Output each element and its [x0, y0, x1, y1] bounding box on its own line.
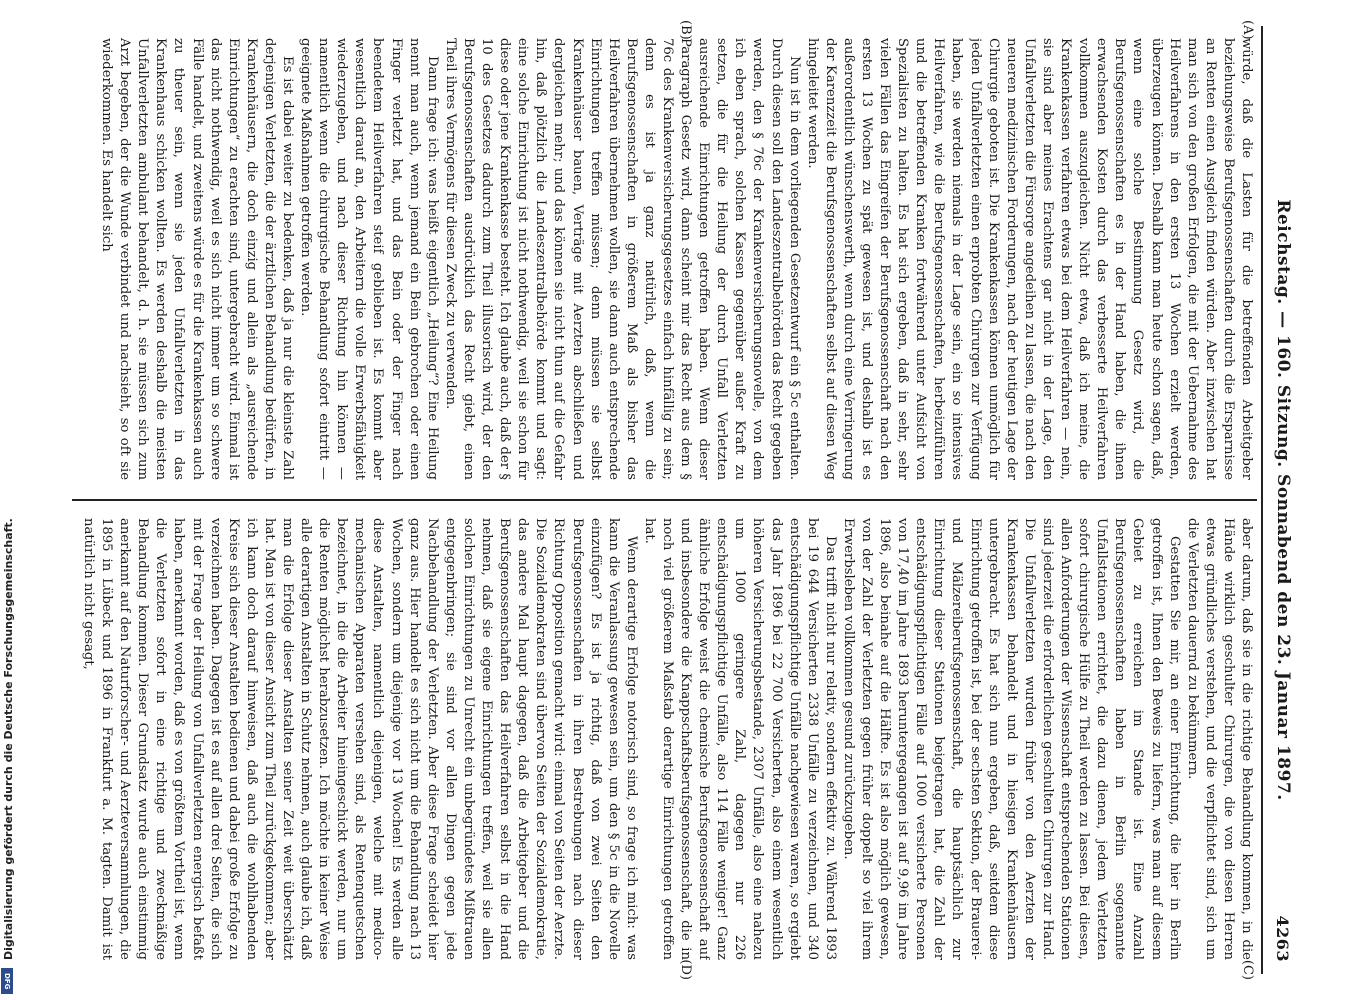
- margin-marker-c: (C): [1240, 959, 1255, 980]
- header-rule: [1261, 26, 1263, 974]
- paragraph: Das trifft nicht nur relativ, sondern effektiv zu. Während 1893 bei 19 644 Versicherten 2338 Unfälle zu verzeichnen, und 340 entschädigungspflichtige Unfälle nachgewiesen waren, so ergiebt das Jahr 1896 bei 22 700 Versicherten, also einem wesentlich höheren Versicherungsbestande, 2307 Unfälle, also eine nahezu um 1000 geringere Zahl, dagegen nur 226 entschädigungspflichtige Unfälle, also 114 Fälle weniger! Ganz ähnliche Erfolge weist die chemische Berufsgenossenschaft auf und insbesondere die Knappschaftsberufsgenossenschaft, die in noch viel größerem Maßstab derartige Einrichtungen getroffen hat.: [641, 518, 838, 960]
- paragraph: Gestatten Sie mir, an einer Einrichtung, die hier in Berlin getroffen ist, Ihnen den Beweis zu liefern, was man auf diesem Gebiet zu erreichen im Stande ist. Eine Anzahl Berufsgenossenschaften haben in Berlin sogenannte Unfallstationen errichtet, die dazu dienen, jedem Verletzten sofort chirurgische Hülfe zu Theil werden zu lassen. Bei diesen, allen Anforderungen der Wissenschaft entsprechenden Stationen sind jederzeit die erforderlichen geschulten Chirurgen zur Hand. Die Unfallverletzten wurden früher von den Aerzten der Krankenkassen behandelt und in hiesigen Krankenhäusern untergebracht. Es hat sich nun ergeben, daß, seitdem diese Einrichtung getroffen ist, bei der sechsten Sektion, der Brauerei- und Mälzereiberufsgenossenschaft, die hauptsächlich zur Einrichtung dieser Stationen beigetragen hat, die Zahl der entschädigungspflichtigen Fälle auf 1000 versicherte Personen von 17,40 im Jahre 1893 heruntergegangen ist auf 9,96 im Jahre 1896, also beinahe auf die Hälfte. Es ist also möglich gewesen, von der Zahl der Verletzten gegen früher doppelt so viel ihrem Erwerbsleben vollkommen gesund zurückzugeben.: [840, 518, 1182, 960]
- margin-marker-a: (A): [1240, 20, 1255, 40]
- right-column: [75, 518, 1255, 960]
- margin-marker-b: (B): [678, 20, 693, 40]
- page-header: [1265, 20, 1301, 980]
- column-divider: [72, 499, 1257, 501]
- paragraph: Dann frage ich: was heißt eigentlich „Heilung“? Eine Heilung nennt man auch, wenn jemand ein Bein gebrochen oder einen Finger verletzt hat, und das Bein oder der Finger nach beendetem Heilverfahren steif geblieben ist. Es kommt aber wesentlich darauf an, den Arbeitern die volle Erwerbsfähigkeit wiederzugeben, und nach dieser Richtung hin können — namentlich wenn die chirurgische Behandlung sofort eintritt — geeignete Maßnahmen getroffen werden.: [298, 38, 440, 480]
- left-column: [75, 38, 1255, 480]
- page-number: 4263: [1273, 915, 1293, 962]
- paragraph: Nun ist in dem vorliegenden Gesetzentwurf ein § 5c enthalten. Durch diesen soll den Landeszentralbehörden das Recht gegeben werden, den § 76c der Krankenversicherungsnovelle, von dem ich eben sprach, solchen Kassen gegenüber außer Kraft zu setzen, die für die Heilung der durch Unfall Verletzten ausreichende Einrichtungen getroffen haben. Wenn dieser Paragraph Gesetz wird, dann scheint mir das Recht aus dem § 76c des Krankenversicherungsgesetzes einfach hinfällig zu sein; denn es ist ja ganz natürlich, daß, wenn die Berufsgenossenschaften in größerem Maß als bisher das Heilverfahren übernehmen wollen, sie dann auch entsprechende Einrichtungen treffen müssen; denn müssen sie selbst Krankenhäuser bauen, Verträge mit Aerzten abschließen und dergleichen mehr; und das können sie nicht thun auf die Gefahr hin, daß plötzlich die Landeszentralbehörde kommt und sagt: eine solche Einrichtung ist nicht nothwendig, weil sie schon für diese oder jene Krankenkasse besteht. Ich glaube auch, daß der § 10 des Gesetzes dadurch zum Theil illusorisch wird, der den Berufsgenossenschaften ausdrücklich das Recht giebt, einen Theil ihres Vermögens für diesen Zweck zu verwenden.: [442, 38, 802, 480]
- paragraph: würde, daß die Lasten für die betreffenden Arbeitgeber beziehungsweise Berufsgenossenschaften durch die Ersparnisse an Renten einen Ausgleich finden würden. Aber inzwischen hat man sich von den großen Erfolgen, die mit der Uebernahme des Heilverfahrens in den ersten 13 Wochen erzielt werden, überzeugen können. Deshalb kann man heute schon sagen, daß, wenn eine solche Bestimmung Gesetz wird, die Berufsgenossenschaften es in der Hand haben, die ihnen erwachsenden Kosten durch das verbesserte Heilverfahren vollkommen auszugleichen. Nicht etwa, daß ich meine, die Krankenkassen verfahren etwas bei dem Heilverfahren — nein, sie sind aber meines Erachtens gar nicht in der Lage, den Unfallverletzten die Fürsorge angedeihen zu lassen, die nach den neueren medizinischen Forderungen, nach der heutigen Lage der Chirurgie geboten ist. Die Krankenkassen können unmöglich für jeden Unfallverletzten einen erprobten Chirurgen zur Verfügung haben, sie werden niemals in der Lage sein, ein so intensives Heilverfahren, wie die Berufsgenossenschaften, herbeizuführen und die betreffenden Kranken fortwährend unter Aufsicht von Spezialisten zu halten. Es hat sich ergeben, daß in sehr, sehr vielen Fällen das Eingreifen der Berufsgenossenschaft nach den ersten 13 Wochen zu spät gewesen ist, und deshalb ist es außerordentlich wünschenswerth, wenn durch eine Verringerung der Karenzzeit die Berufsgenossenschaften selbst auf diesen Weg hingeleitet werden.: [804, 38, 1254, 480]
- margin-marker-d: (D): [678, 959, 693, 980]
- newspaper-page: [51, 20, 1301, 980]
- paragraph: Es ist dabei weiter zu bedenken, daß ja nur die kleinste Zahl derjenigen Verletzten, die der ärztlichen Behandlung bedürfen, in Krankenhäusern, die doch einzig und allein als „ausreichende Einrichtungen“ zu erachten sind, untergebracht wird. Einmal ist das nicht nothwendig, weil es sich nicht immer um so schwere Fälle handelt, und zweitens würde es für die Krankenkassen auch zu theuer sein, wenn sie jeden Unfallverletzten in das Krankenhaus schicken wollten. Es werden deshalb die meisten Unfallverletzten ambulant behandelt, d. h. sie müssen sich zum Arzt begeben, der die Wunde verbindet und nachsieht, so oft sie wiederkommen. Es handelt sich: [99, 38, 296, 480]
- dfg-logo: DFG: [1, 968, 13, 994]
- paragraph: Wenn derartige Erfolge notorisch sind, so frage ich mich: was kann die Veranlassung gewesen sein, um den § 5c in die Novelle einzufügen? Es ist ja richtig, daß von zwei Seiten den Berufsgenossenschaften in ihren Bestrebungen nach dieser Richtung Opposition gemacht wird: einmal von Seiten der Aerzte. Die Sozialdemokraten sind übervon Seiten der Sozialdemokratie, das andere Mal haupt dagegen, daß die Arbeitgeber und die Berufsgenossenschaften das Heilverfahren selbst in die Hand nehmen, daß sie eigene Einrichtungen treffen, weil sie allen solchen Einrichtungen zu Unrecht ein unbegründetes Mißtrauen entgegenbringen; sie sind vor allen Dingen gegen jede Nachbehandlung der Verletzten. Aber diese Frage scheidet hier ganz aus. Hier handelt es sich nicht um die Behandlung nach 13 Wochen, sondern um diejenige vor 13 Wochen! Es werden alle diese Anstalten, namentlich diejenigen, welche mit medico-mechanischen Apparaten versehen sind, als Rentenquetschen bezeichnet, in die die Arbeiter hineingeschickt werden, nur um die Renten möglichst herabzusetzen. Ich möchte in keiner Weise alle derartigen Anstalten in Schutz nehmen, auch glaube ich, daß man die Erfolge dieser Anstalten seiner Zeit weit überschätzt hat. Man ist von dieser Ansicht zum Theil zurückgekommen; aber ich kann doch darauf hinweisen, daß auch die wohlhabenden Kreise sich dieser Anstalten bedienen und dabei große Erfolge zu verzeichnen haben. Dagegen ist es auf allen drei Seiten, die sich mit der Frage der Heilung von Unfallverletzten energisch befaßt haben, anerkannt worden, daß es von größtem Vortheil ist, wenn die Verletzten sofort in eine richtige und zweckmäßige Behandlung kommen. Dieser Grundsatz wurde auch einstimmig anerkannt auf den Naturforscher- und Aerzteversammlungen, die 1895 in Lübeck und 1896 in Frankfurt a. M. tagten. Damit ist natürlich nicht gesagt,: [81, 518, 639, 960]
- header-title: Reichstag. — 160. Sitzung. Sonnabend den 23. Januar 1897.: [1273, 199, 1293, 801]
- digitization-credit: Digitalisierung gefördert durch die Deutsche Forschungsgemeinschaft.: [2, 518, 15, 960]
- paragraph: aber darum, daß sie in die richtige Behandlung kommen, in die Hände wirklich geschulter Chirurgen, die von diesen Herren etwas gründliches verstehen, und die verpflichtet sind, sich um die Verletzten dauernd zu bekümmern.: [1184, 518, 1254, 960]
